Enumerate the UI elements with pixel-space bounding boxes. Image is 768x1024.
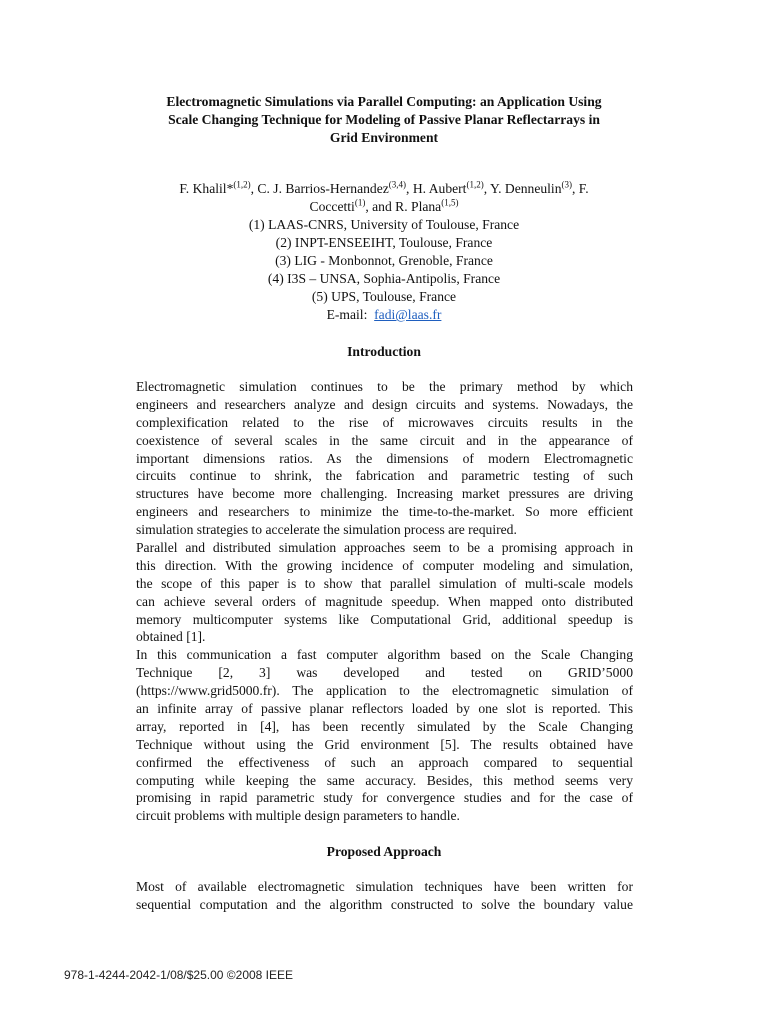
text-line: sequential computation and the algorithm constructed to solve the boundary value [136,896,633,912]
text-line: Most of available electromagnetic simulation techniques have been written for [136,879,633,894]
author-name: Coccetti [309,199,355,214]
email-line [128,306,640,324]
author-name: , H. Aubert [406,181,467,196]
affiliation: (4) I3S – UNSA, Sophia-Antipolis, France [267,271,501,286]
text-line: engineers and researchers analyze and design circuits and systems. Nowadays, the [136,396,633,412]
proposed-paragraph [136,878,633,914]
text-line: confirmed the effectiveness of such an approach compared to sequential [136,754,633,770]
author-name: , Y. Denneulin [483,181,562,196]
affiliation: (5) UPS, Toulouse, France [311,289,457,304]
authors-line-2 [128,198,640,216]
author-affil: (1,5) [441,197,459,208]
author-affil: (1,2) [466,179,484,190]
title-line: Grid Environment [329,130,439,145]
text-line: In this communication a fast computer algorithm based on the Scale Changing [136,647,633,663]
author-affil: (3) [561,179,572,190]
text-line: structures have become more challenging. Increasing market pressures are driving [136,486,633,502]
text-line: engineers and researchers to minimize the time-to-the-market. So more efficient [136,504,633,520]
text-line: memory multicomputer systems like Computational Grid, additional speedup is [136,611,633,627]
author-block [128,180,640,324]
paper-title [128,93,640,147]
text-line: obtained [1]. [136,629,206,645]
text-line: (https://www.grid5000.fr). The application to the electromagnetic simulation of [136,683,633,699]
section-heading-introduction: Introduction [347,344,421,359]
text-line: an infinite array of passive planar reflectors loaded by one slot is reported. This [136,701,633,717]
text-line: can achieve several orders of magnitude speedup. When mapped onto distributed [136,593,633,609]
intro-paragraph-1 [136,378,633,825]
text-line: computing while keeping the same accuracy. Besides, this method seems very [136,772,633,788]
text-line: circuit problems with multiple design parameters to handle. [136,808,460,824]
copyright-footer: 978-1-4244-2042-1/08/$25.00 ©2008 IEEE [64,968,294,982]
text-line: Technique [2, 3] was developed and tested on GRID’5000 [136,665,633,681]
text-line: Electromagnetic simulation continues to be the primary method by which [136,379,633,394]
text-line: important dimensions ratios. As the dimensions of modern Electromagnetic [136,450,633,466]
text-line: complexification related to the rise of microwaves circuits results in the [136,414,633,430]
text-line: this direction. With the growing incidence of computer modeling and simulation, [136,557,633,573]
author-affil: (1) [354,197,366,208]
author-name: , F. [572,181,589,196]
author-name: , and R. Plana [365,199,442,214]
text-line: promising in rapid parametric study for convergence studies and for the case of [136,790,633,806]
email-link[interactable]: fadi@laas.fr [374,307,442,322]
section-heading-proposed-approach: Proposed Approach [326,844,442,859]
author-affil: (3,4) [388,179,407,190]
author-name: , C. J. Barrios-Hernandez [250,181,389,196]
email-label: E-mail: [326,307,368,322]
title-line: Electromagnetic Simulations via Parallel Computing: an Application Using [166,94,602,109]
text-line: Technique without using the Grid environment [5]. The results obtained have [136,736,633,752]
title-line: Scale Changing Technique for Modeling of Passive Planar Reflectarrays in [168,112,600,127]
affiliation: (2) INPT-ENSEEIHT, Toulouse, France [275,235,493,250]
text-line: simulation strategies to accelerate the simulation process are required. [136,522,517,538]
text-line: coexistence of several scales in the same circuit and in the appearance of [136,432,633,448]
text-line: circuits continue to shrink, the fabrication and parametric testing of such [136,468,633,484]
text-line: the scope of this paper is to show that parallel simulation of multi-scale models [136,575,633,591]
affiliation: (1) LAAS-CNRS, University of Toulouse, France [248,217,520,232]
author-name: F. Khalil* [179,181,234,196]
author-affil: (1,2) [233,179,251,190]
text-line: array, reported in [4], has been recently simulated by the Scale Changing [136,718,633,734]
text-line: Parallel and distributed simulation approaches seem to be a promising approach in [136,540,633,556]
authors-line-1 [128,180,640,198]
affiliation: (3) LIG - Monbonnot, Grenoble, France [275,253,493,268]
